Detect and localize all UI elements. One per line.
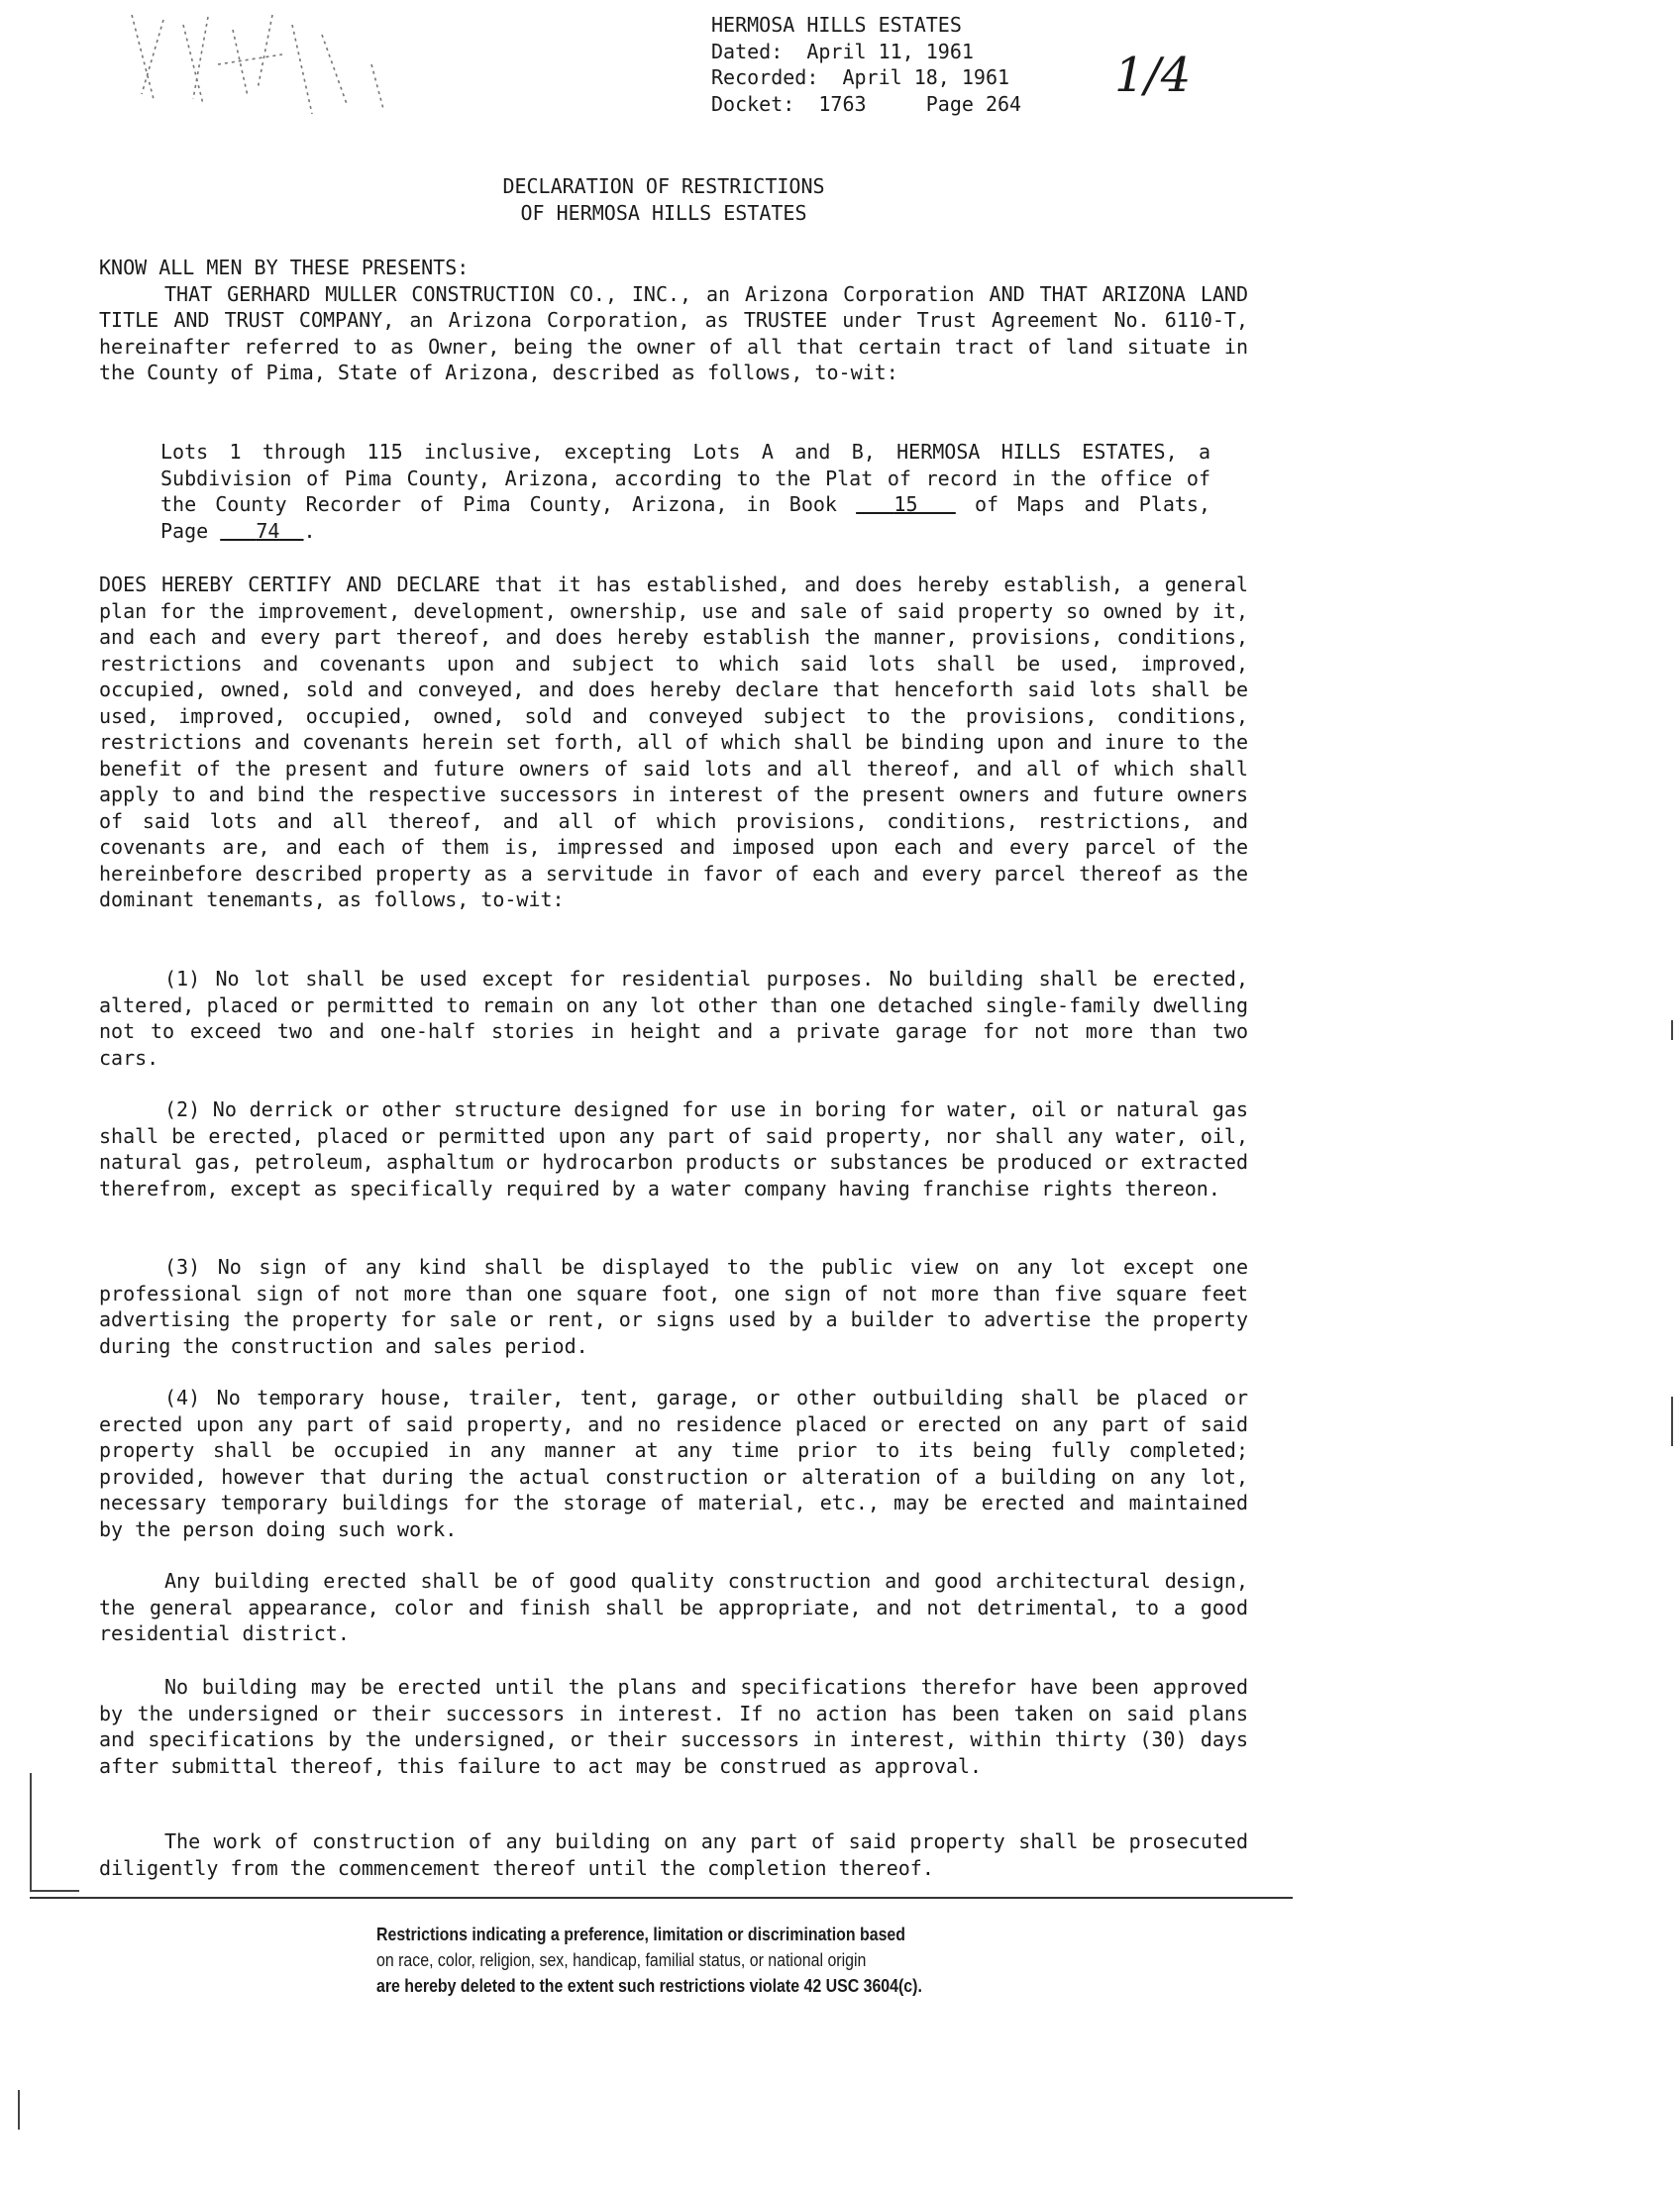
stamp-line-2: on race, color, religion, sex, handicap, familial status, or national origin [376,1949,867,1970]
intro-section [99,255,1248,386]
plat-book-number: 15 [893,492,918,516]
intro-paragraph: THAT GERHARD MULLER CONSTRUCTION CO., INC., an Arizona Corporation AND THAT ARIZONA LAND TITLE AND TRUST COMPANY, an Arizona Corporation, as TRUSTEE under Trust Agreement No. 6110-T, hereinafter referred to as Owner, being the owner of all that certain tract of land situate in the County of Pima, State of Arizona, described as follows, to-wit: [99,281,1248,384]
construction-diligence-paragraph [99,1828,1248,1881]
clause-text: (3) No sign of any kind shall be displayed to the public view on any lot except one professional sign of not more than one square foot, one sign of not more than five square feet advertising the property for sale or rent, or signs used by a builder to advertise the property during the construction and sales period. [99,1255,1248,1358]
clause-2 [99,1096,1248,1201]
building-quality-paragraph [99,1568,1248,1647]
stamp-line-1: Restrictions indicating a preference, limitation or discrimination based [376,1924,905,1944]
legal-middle: of Maps and Plats, Page [160,492,1210,543]
header-line: HERMOSA HILLS ESTATES [711,13,962,37]
clause-text: (4) No temporary house, trailer, tent, garage, or other outbuilding shall be placed or erected upon any part of said property, and no residence placed or erected on any part of said property shall be occupied in any manner at any time prior to its being fully completed; provided, however that during the actual construction or alteration of a building on any lot, necessary temporary buildings for the storage of material, etc., may be erected and maintained by the person doing such work. [99,1386,1248,1541]
clause-3 [99,1254,1248,1359]
header-line: Recorded: April 18, 1961 [711,65,1010,89]
legal-end: . [303,518,316,543]
header-line: Dated: April 11, 1961 [711,39,974,63]
handwritten-signature [124,5,391,119]
fair-housing-stamp [376,1922,921,1999]
handwritten-page-note: 1/4 [1114,48,1192,103]
margin-bracket-foot [30,1890,79,1892]
clause-4 [99,1385,1248,1542]
clause-text: (1) No lot shall be used except for residential purposes. No building shall be erected, altered, placed or permitted to remain on any lot other than one detached single-family dwelling not to exceed two and one-half stories in height and a private garage for not more than two cars. [99,967,1248,1070]
margin-tick [1671,1020,1673,1040]
header-line: Docket: 1763 Page 264 [711,91,1022,116]
page-divider [30,1897,1293,1899]
intro-opening: KNOW ALL MEN BY THESE PRESENTS: [99,256,470,279]
clause-text: Any building erected shall be of good quality construction and good architectural design, the general appearance, color and finish shall be appropriate, and not detrimental, to a good residential district. [99,1569,1248,1645]
title-line-1: DECLARATION OF RESTRICTIONS [502,174,825,198]
clause-1 [99,966,1248,1071]
document-title [0,173,1327,226]
legal-description [160,439,1210,544]
plan-approval-paragraph [99,1674,1248,1779]
title-line-2: OF HERMOSA HILLS ESTATES [520,200,807,225]
certify-paragraph [99,572,1248,913]
plat-page-number: 74 [256,518,280,543]
legal-text: Lots 1 through 115 inclusive, excepting Lots A and B, HERMOSA HILLS ESTATES, a Subdivision of Pima County, Arizona, according to the Plat of record in the office of the County Recorder of Pima County, Arizona, in Book [160,440,1210,516]
clause-text: The work of construction of any building on any part of said property shall be prosecuted diligently from the commencement thereof until the completion thereof. [99,1829,1248,1880]
recording-header [711,12,1021,117]
margin-tick [1671,1397,1673,1446]
stamp-line-3: are hereby deleted to the extent such restrictions violate 42 USC 3604(c). [376,1975,922,1996]
certify-text: DOES HEREBY CERTIFY AND DECLARE that it has established, and does hereby establish, a general plan for the improvement, development, ownership, use and sale of said property so owned by it, and each and every part thereof, and does hereby establish the manner, provisions, conditions, restrictions and covenants upon and subject to which said lots shall be used, improved, occupied, owned, sold and conveyed, and does hereby declare that henceforth said lots shall be used, improved, occupied, owned, sold and conveyed subject to the provisions, conditions, restrictions and covenants herein set forth, all of which shall be binding upon and inure to the benefit of the present and future owners of said lots and all thereof, and all of which shall apply to and bind the respective successors in interest of the present owners and future owners of said lots and all thereof, and all of which provisions, conditions, restrictions, and covenants are, and each of them is, impressed and imposed upon each and every parcel of the hereinbefore described property as a servitude in favor of each and every parcel thereof as the dominant tenemants, as follows, to-wit: [99,573,1248,911]
clause-text: No building may be erected until the plans and specifications therefor have been approved by the undersigned or their successors in interest. If no action has been taken on said plans and specifications by the undersigned, or their successors in interest, within thirty (30) days after submittal thereof, this failure to act may be construed as approval. [99,1675,1248,1778]
clause-text: (2) No derrick or other structure designed for use in boring for water, oil or natural gas shall be erected, placed or permitted upon any part of said property, nor shall any water, oil, natural gas, petroleum, asphaltum or hydrocarbon products or substances be produced or extracted therefrom, except as specifically required by a water company having franchise rights thereon. [99,1097,1248,1200]
margin-tick [18,2090,20,2130]
margin-bracket [30,1773,32,1892]
